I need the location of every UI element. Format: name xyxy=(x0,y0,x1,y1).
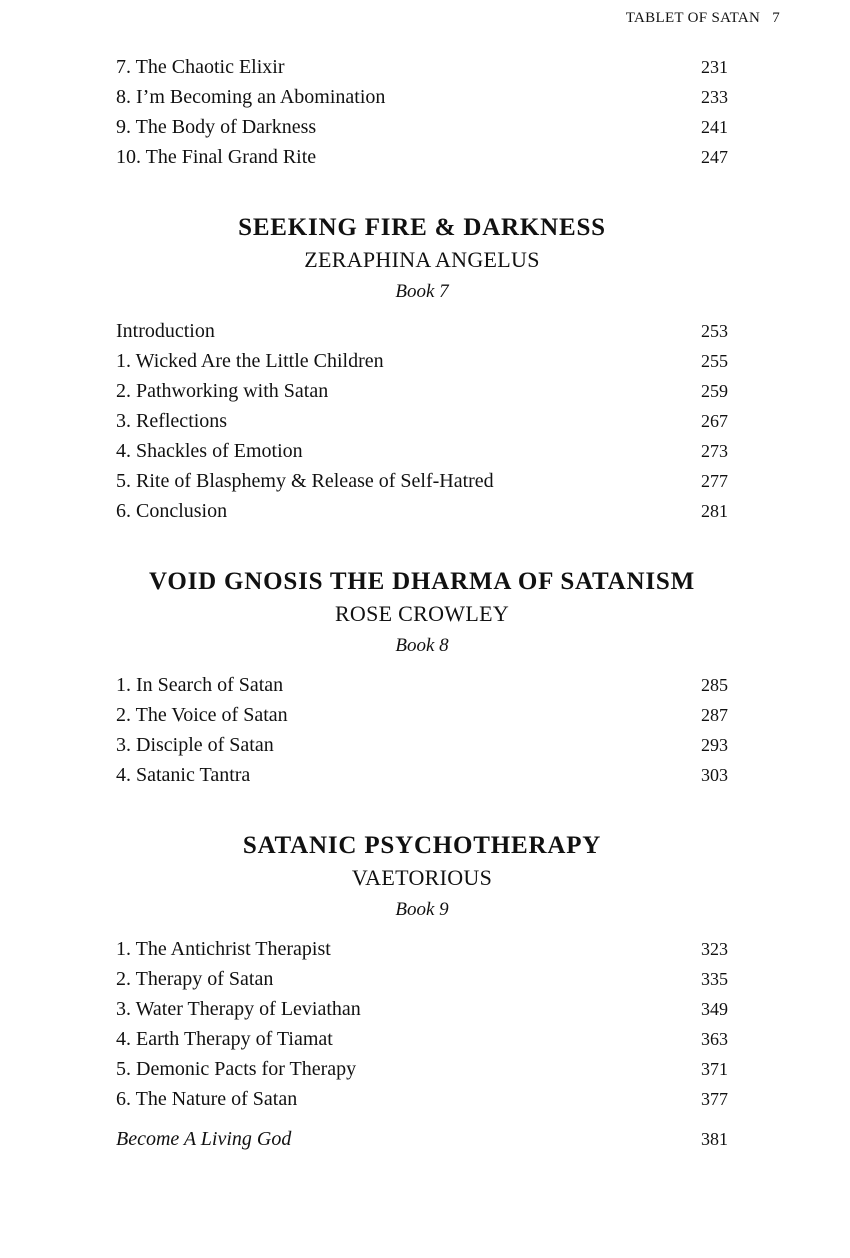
toc-entry-page: 285 xyxy=(701,675,728,695)
toc-entry[interactable] xyxy=(116,346,728,376)
toc-entry-label: 1. Wicked Are the Little Children xyxy=(116,350,384,372)
toc-entry[interactable] xyxy=(116,406,728,436)
section-author: VAETORIOUS xyxy=(351,865,493,890)
toc-entry-page: 277 xyxy=(701,471,728,491)
running-header xyxy=(626,10,780,27)
section-book-number: Book 7 xyxy=(395,281,449,302)
toc-continued-entries xyxy=(116,52,728,172)
toc-entry[interactable] xyxy=(116,436,728,466)
toc-entry[interactable] xyxy=(116,700,728,730)
section-title: SATANIC PSYCHOTHERAPY xyxy=(242,832,602,859)
toc-entry-final[interactable] xyxy=(116,1124,728,1154)
toc-entry-page: 349 xyxy=(701,999,728,1019)
section-title: VOID GNOSIS THE DHARMA OF SATANISM xyxy=(149,568,695,595)
toc-entry-label: 8. I’m Becoming an Abomination xyxy=(116,86,386,108)
running-header-title: TABLET OF SATAN xyxy=(625,10,761,26)
toc-entry-page: 233 xyxy=(701,87,728,107)
toc-entry-label: 5. Demonic Pacts for Therapy xyxy=(116,1058,357,1080)
toc-entry[interactable] xyxy=(116,1054,728,1084)
toc-entry-page: 241 xyxy=(701,117,728,137)
toc-entry[interactable] xyxy=(116,316,728,346)
toc-entry-page: 287 xyxy=(701,705,728,725)
toc-entry-label: 2. Pathworking with Satan xyxy=(116,380,329,402)
toc-entry-label: 1. The Antichrist Therapist xyxy=(116,938,331,960)
toc-entry[interactable] xyxy=(116,1084,728,1114)
toc-entry[interactable] xyxy=(116,670,728,700)
toc-entry-page: 267 xyxy=(701,411,728,431)
table-of-contents xyxy=(116,52,728,1154)
toc-entry-label: 9. The Body of Darkness xyxy=(116,116,317,138)
section-book-number: Book 9 xyxy=(395,899,449,920)
toc-entry-page: 281 xyxy=(701,501,728,521)
toc-section-book-7 xyxy=(116,212,728,308)
section-entries xyxy=(116,670,728,790)
toc-entry-label: 2. Therapy of Satan xyxy=(116,968,274,990)
toc-entry-label: 3. Disciple of Satan xyxy=(116,734,274,756)
toc-entry-label: 4. Shackles of Emotion xyxy=(116,440,303,462)
toc-entry-page: 273 xyxy=(701,441,728,461)
toc-entry[interactable] xyxy=(116,376,728,406)
toc-entry-label: 4. Satanic Tantra xyxy=(116,764,251,786)
toc-entry-page: 363 xyxy=(701,1029,728,1049)
toc-entry[interactable] xyxy=(116,760,728,790)
section-title: SEEKING FIRE & DARKNESS xyxy=(238,214,606,241)
toc-entry-page: 253 xyxy=(701,321,728,341)
toc-entry[interactable] xyxy=(116,82,728,112)
toc-entry[interactable] xyxy=(116,112,728,142)
toc-entry[interactable] xyxy=(116,964,728,994)
toc-entry-label: Become A Living God xyxy=(116,1128,292,1150)
running-header-page-number: 7 xyxy=(772,10,780,26)
toc-entry[interactable] xyxy=(116,934,728,964)
section-entries xyxy=(116,934,728,1114)
toc-entry-page: 293 xyxy=(701,735,728,755)
toc-entry-label: 3. Water Therapy of Leviathan xyxy=(116,998,361,1020)
toc-entry-label: 3. Reflections xyxy=(116,410,228,432)
toc-entry-label: 1. In Search of Satan xyxy=(116,674,284,696)
toc-entry-page: 231 xyxy=(701,57,728,77)
toc-entry-page: 255 xyxy=(701,351,728,371)
toc-entry[interactable] xyxy=(116,994,728,1024)
toc-entry[interactable] xyxy=(116,1024,728,1054)
toc-section-book-9 xyxy=(116,830,728,926)
section-entries xyxy=(116,316,728,526)
toc-section-book-8 xyxy=(116,566,728,662)
toc-entry-page: 247 xyxy=(701,147,728,167)
toc-entry-page: 381 xyxy=(701,1129,728,1149)
toc-entry[interactable] xyxy=(116,496,728,526)
section-book-number: Book 8 xyxy=(395,635,449,656)
toc-entry[interactable] xyxy=(116,142,728,172)
toc-entry-label: 7. The Chaotic Elixir xyxy=(116,56,285,78)
toc-entry-label: 10. The Final Grand Rite xyxy=(116,146,317,168)
section-author: ROSE CROWLEY xyxy=(334,601,510,626)
toc-entry[interactable] xyxy=(116,52,728,82)
toc-entry-label: 6. Conclusion xyxy=(116,500,228,522)
toc-entry-page: 259 xyxy=(701,381,728,401)
toc-entry-page: 371 xyxy=(701,1059,728,1079)
section-author: ZERAPHINA ANGELUS xyxy=(304,247,540,272)
toc-entry-page: 323 xyxy=(701,939,728,959)
toc-entry-page: 303 xyxy=(701,765,728,785)
toc-entry-label: 4. Earth Therapy of Tiamat xyxy=(116,1028,333,1050)
toc-entry[interactable] xyxy=(116,466,728,496)
toc-entry-label: 2. The Voice of Satan xyxy=(116,704,288,726)
toc-entry-label: Introduction xyxy=(116,320,215,342)
toc-entry-page: 335 xyxy=(701,969,728,989)
toc-entry[interactable] xyxy=(116,730,728,760)
toc-entry-label: 6. The Nature of Satan xyxy=(116,1088,298,1110)
toc-entry-page: 377 xyxy=(701,1089,728,1109)
toc-entry-label: 5. Rite of Blasphemy & Release of Self-Hatred xyxy=(116,470,494,492)
